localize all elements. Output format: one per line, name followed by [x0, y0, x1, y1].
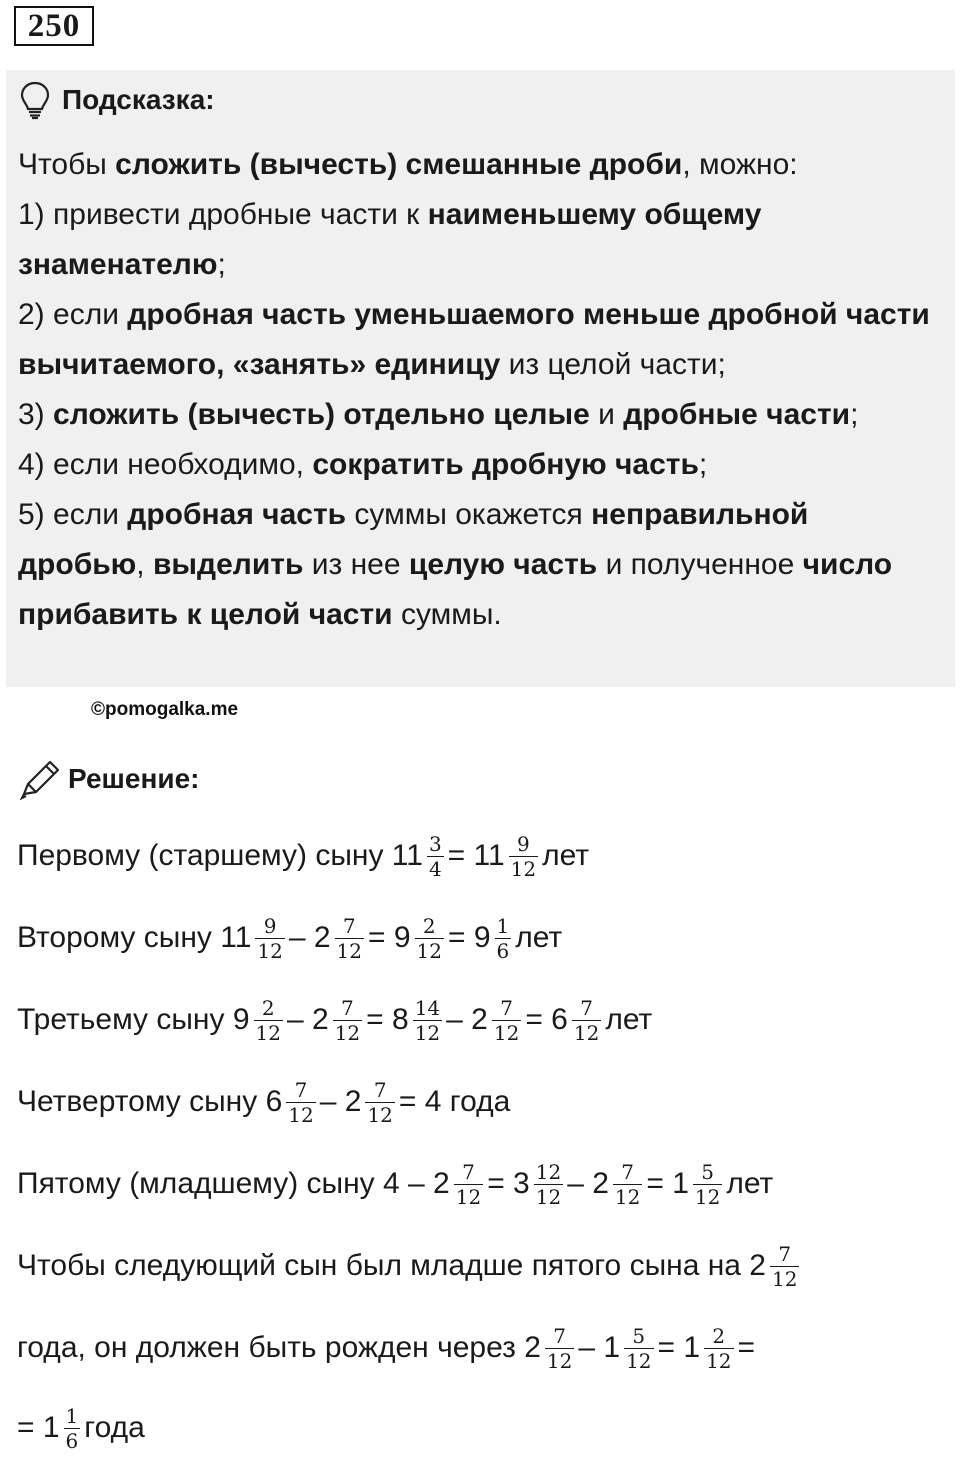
hint-text: сократить дробную часть — [312, 448, 699, 481]
solution-text: лет — [605, 1003, 653, 1036]
hint-text: ; — [217, 248, 226, 281]
fraction-numerator: 9 — [263, 913, 277, 938]
fraction-denominator: 12 — [493, 1020, 520, 1045]
fraction-numerator: 7 — [553, 1323, 566, 1348]
fraction-numerator: 7 — [580, 995, 593, 1020]
solution-text: Первому (старшему) сыну 11 — [17, 839, 423, 872]
solution-text: Четвертому сыну 6 — [17, 1085, 283, 1118]
hint-text: , — [136, 548, 153, 581]
fraction-numerator: 7 — [500, 995, 513, 1020]
fraction — [572, 996, 601, 1045]
solution-text: Второму сыну 11 — [17, 921, 252, 954]
fraction — [492, 996, 521, 1045]
fraction — [365, 1078, 394, 1127]
copyright: ©pomogalka.me — [91, 699, 239, 720]
hint-text: , можно: — [682, 148, 798, 181]
solution-text: = — [737, 1331, 756, 1364]
solution-text: = 6 — [525, 1003, 568, 1036]
fraction-numerator: 2 — [422, 913, 436, 938]
fraction — [286, 1078, 315, 1127]
fraction-denominator: 12 — [614, 1184, 641, 1209]
solution-text: лет — [542, 839, 590, 872]
fraction-numerator: 7 — [373, 1077, 387, 1102]
solution-text: = 9 — [448, 921, 491, 954]
hint-text: дробная часть уменьшаемого меньше дробной части вычитаемого, «занять» единицу — [18, 298, 930, 381]
fraction-denominator: 4 — [428, 856, 442, 881]
hint-paragraph — [18, 390, 943, 440]
hint-paragraph — [18, 440, 943, 490]
fraction-denominator: 12 — [573, 1020, 600, 1045]
fraction — [613, 1160, 642, 1209]
fraction-denominator: 12 — [694, 1184, 721, 1209]
solution-header — [18, 758, 199, 800]
task-number: 250 — [14, 6, 94, 46]
hint-text: Чтобы — [18, 148, 116, 181]
hint-title: Подсказка: — [62, 84, 215, 115]
fraction-denominator: 12 — [416, 938, 442, 963]
fraction-numerator: 2 — [712, 1323, 726, 1348]
hint-text: дробная часть — [127, 498, 347, 531]
solution-text: года — [84, 1411, 145, 1444]
fraction — [335, 914, 364, 963]
hint-text: суммы окажется — [346, 498, 592, 531]
fraction-denominator: 12 — [255, 1020, 281, 1045]
solution-text: = 1 — [657, 1331, 701, 1364]
fraction — [509, 832, 538, 881]
solution-text: = 1 — [646, 1167, 689, 1200]
solution-text: лет — [726, 1167, 774, 1200]
fraction-numerator: 7 — [621, 1159, 634, 1184]
fraction — [255, 914, 284, 963]
fraction-numerator: 3 — [428, 831, 442, 856]
solution-line — [17, 997, 652, 1043]
hint-text: и полученное — [597, 548, 803, 581]
fraction — [624, 1324, 653, 1373]
hint-text: ; — [698, 448, 708, 481]
solution-line — [17, 1161, 773, 1207]
fraction — [454, 1160, 483, 1209]
hint-text: 2) если — [18, 298, 128, 331]
solution-text: – 2 — [319, 1085, 362, 1118]
fraction-numerator: 5 — [632, 1323, 646, 1348]
solution-title: Решение: — [68, 763, 200, 794]
solution-text: лет — [515, 921, 563, 954]
solution-text: = 4 года — [398, 1085, 511, 1118]
fraction-denominator: 12 — [535, 1184, 562, 1209]
fraction — [254, 996, 283, 1045]
fraction-numerator: 2 — [261, 995, 275, 1020]
pencil-icon — [18, 758, 62, 800]
hint-paragraph — [18, 140, 943, 190]
hint-header — [18, 80, 215, 120]
fraction-denominator: 12 — [367, 1102, 393, 1127]
fraction-denominator: 12 — [706, 1348, 732, 1373]
hint-text: наименьшему общему знаменателю — [18, 198, 762, 281]
solution-text: = 8 — [366, 1003, 409, 1036]
fraction — [704, 1324, 733, 1373]
hint-panel — [6, 70, 955, 687]
hint-text: целую часть — [408, 548, 598, 581]
fraction-denominator: 12 — [257, 938, 283, 963]
hint-text: суммы. — [392, 598, 502, 631]
solution-text: Пятому (младшему) сыну 4 – 2 — [17, 1167, 450, 1200]
hint-text: выделить — [152, 548, 304, 581]
fraction — [413, 996, 442, 1045]
lightbulb-icon — [18, 80, 52, 120]
fraction — [693, 1160, 722, 1209]
hint-text: из целой части; — [500, 348, 726, 381]
hint-text: 4) если необходимо, — [18, 448, 313, 481]
solution-line — [17, 1405, 145, 1451]
fraction — [415, 914, 444, 963]
solution-text: – 1 — [578, 1331, 621, 1364]
fraction-numerator: 7 — [462, 1159, 475, 1184]
hint-text: 5) если — [18, 498, 128, 531]
solution-line — [17, 833, 589, 879]
solution-text: года, он должен быть рожден через 2 — [17, 1331, 541, 1364]
fraction-numerator: 7 — [341, 995, 354, 1020]
fraction-numerator: 14 — [414, 995, 441, 1020]
solution-text: = 9 — [368, 921, 411, 954]
hint-text: 3) — [18, 398, 54, 431]
fraction — [770, 1242, 799, 1291]
hint-text: сложить (вычесть) смешанные дроби — [115, 148, 683, 181]
hint-text: из нее — [303, 548, 409, 581]
fraction-denominator: 12 — [288, 1102, 314, 1127]
hint-text: неправильной дробью — [18, 498, 809, 581]
solution-text: – 2 — [446, 1003, 488, 1036]
solution-line — [17, 1243, 803, 1289]
solution-text: = 1 — [17, 1411, 60, 1444]
fraction-denominator: 6 — [65, 1428, 79, 1453]
fraction-numerator: 9 — [517, 831, 530, 856]
fraction-denominator: 12 — [334, 1020, 361, 1045]
fraction — [427, 832, 444, 881]
hint-text: и — [589, 398, 624, 431]
solution-text: – 2 — [286, 1003, 329, 1036]
hint-paragraph — [18, 190, 943, 290]
fraction-denominator: 12 — [546, 1348, 573, 1373]
fraction-denominator: 12 — [626, 1348, 652, 1373]
fraction-denominator: 12 — [455, 1184, 482, 1209]
solution-text: – 2 — [288, 921, 331, 954]
hint-paragraph — [18, 490, 943, 640]
fraction-numerator: 7 — [342, 913, 356, 938]
fraction-numerator: 5 — [701, 1159, 714, 1184]
solution-text: = 11 — [447, 839, 505, 872]
fraction — [545, 1324, 574, 1373]
fraction — [64, 1404, 81, 1453]
hint-paragraph — [18, 290, 943, 390]
fraction-denominator: 12 — [772, 1266, 798, 1291]
fraction-denominator: 12 — [336, 938, 362, 963]
hint-text: 1) привести дробные части к — [18, 198, 428, 231]
solution-text: Чтобы следующий сын был младше пятого сына на 2 — [17, 1249, 766, 1282]
hint-text: дробные части — [623, 398, 851, 431]
fraction-denominator: 6 — [496, 938, 510, 963]
fraction-numerator: 1 — [65, 1403, 79, 1428]
fraction-denominator: 12 — [414, 1020, 441, 1045]
solution-line — [17, 1325, 755, 1371]
hint-text: сложить (вычесть) отдельно целые — [53, 398, 590, 431]
fraction — [495, 914, 512, 963]
solution-line — [17, 1079, 510, 1125]
solution-text: – 2 — [567, 1167, 609, 1200]
solution-line — [17, 915, 562, 961]
hint-text: число прибавить к целой части — [18, 548, 893, 631]
solution-text: Третьему сыну 9 — [17, 1003, 250, 1036]
fraction-denominator: 12 — [510, 856, 537, 881]
fraction — [534, 1160, 563, 1209]
fraction-numerator: 7 — [778, 1241, 792, 1266]
fraction-numerator: 7 — [294, 1077, 308, 1102]
fraction — [333, 996, 362, 1045]
hint-body — [18, 140, 943, 640]
hint-text: ; — [850, 398, 859, 431]
fraction-numerator: 1 — [496, 913, 510, 938]
fraction-numerator: 12 — [535, 1159, 562, 1184]
solution-text: = 3 — [487, 1167, 530, 1200]
